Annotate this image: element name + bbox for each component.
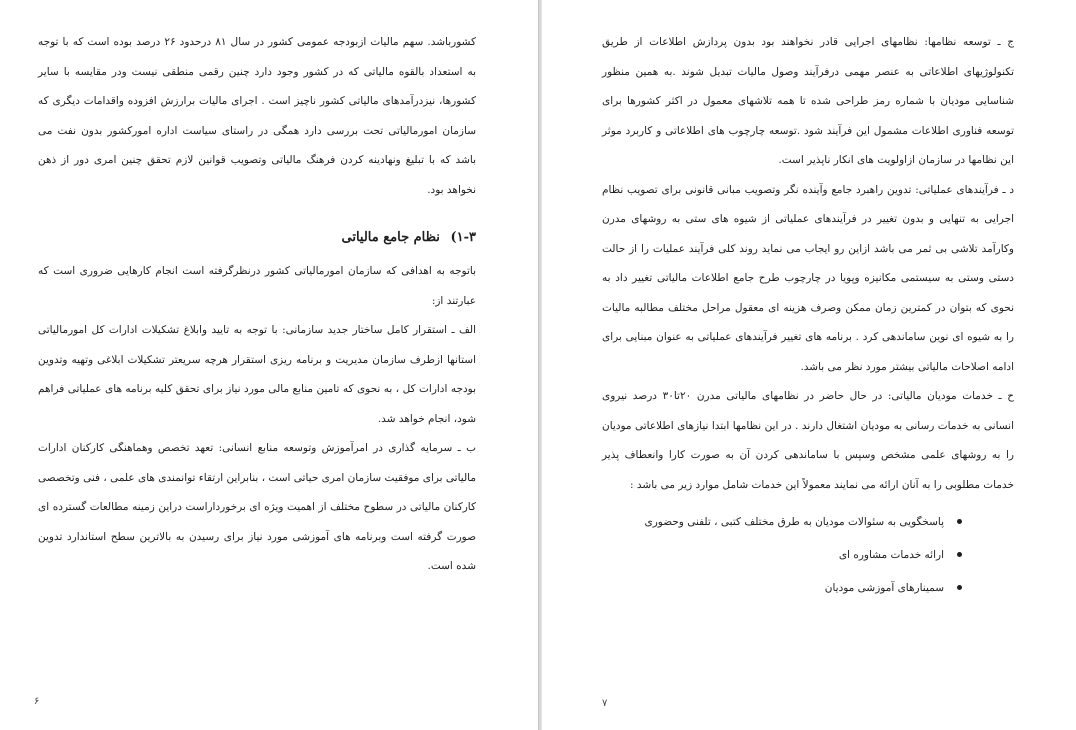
- services-list: [602, 506, 1014, 605]
- list-item: ارائه خدمات مشاوره ای: [602, 539, 1014, 572]
- bullet-icon: [957, 519, 962, 524]
- list-item: پاسخگویی به سئوالات مودیان به طرق مختلف کتبی ، تلفنی وحضوری: [602, 506, 1014, 539]
- bullet-icon: [957, 585, 962, 590]
- section-heading: [38, 225, 476, 251]
- section-number: ۱-۳): [450, 230, 476, 245]
- page-divider: [538, 0, 542, 730]
- intro-paragraph: کشورباشد. سهم مالیات ازبودجه عمومی کشور در سال ۸۱ درحدود ۲۶ درصد بوده است که با توجه به استعداد بالقوه مالیاتی که در کشور وجود دارد چنین رقمی منطقی نیست ودر مقایسه با سایر کشورها، نیزدرآمدهای مالیاتی کشور ناچیز است . اجرای مالیات برارزش افزوده واقدامات دیگری که سازمان امورمالیاتی تحت بررسی دارد همگی در راستای سیاست اداره امورکشور بدون نفت می باشد که با تبلیغ ونهادینه کردن فرهنگ مالیاتی وتصویب قوانین لازم تحقق چنین امری دور از ذهن نخواهد بود.: [38, 36, 477, 196]
- item-alef-paragraph: الف ـ استقرار کامل ساختار جدید سازمانی: با توجه به تایید وابلاغ تشکیلات ادارات کل امورمالیاتی استانها ازطرف سازمان مدیریت و برنامه ریزی استقرار هرچه سریعتر تشکیلات ابلاغی وتهیه وتدوین بودجه ادارات کل ، به نحوی که تامین منابع مالی مورد نیاز برای تحقق کلیه برنامه های عملیاتی فراهم شود، انجام خواهد شد.: [38, 324, 476, 425]
- item-dal-paragraph: د ـ فرآیندهای عملیاتی: تدوین راهبرد جامع وآینده نگر وتصویب مبانی قانونی برای تصویب نظام اجرایی به تنهایی و بدون تغییر در فرآیندهای عملیاتی از شیوه های ستی به روشهای مدرن وکارآمد تلاشی بی ثمر می باشد ازاین رو ایجاب می نماید روند کلی فرآیند عملیات را از حالت دستی وستی به سیستمی مکانیزه وپویا در چارچوب طرح جامع اطلاعات مالیاتی تغییر داد به نحوی که بتوان در کمترین زمان ممکن وصرف هزینه ای معقول مراحل مختلف مطالبه مالیات را به شیوه ای نوین ساماندهی کرد . برنامه های تغییر فرآیندهای عملیاتی به عنوان مبنایی برای ادامه اصلاحات مالیاتی بیشتر مورد نظر می باشد.: [602, 183, 1014, 373]
- page-number-right: ۷: [602, 698, 608, 709]
- left-page: [0, 0, 536, 730]
- bullet-icon: [957, 552, 962, 557]
- section-intro-paragraph: باتوجه به اهدافی که سازمان امورمالیاتی کشور درنظرگرفته است انجام کارهایی ضروری است که عبارتند از:: [38, 265, 476, 307]
- section-title: نظام جامع مالیاتی: [341, 230, 440, 245]
- item-be-paragraph: ب ـ سرمایه گذاری در امرآموزش وتوسعه منابع انسانی: تعهد تخصص وهماهنگی کارکنان ادارات مالیاتی برای موفقیت سازمان امری حیاتی است ، بنابراین ارتقاء توانمندی های علمی ، فنی وتخصصی کارکنان مالیاتی در سطوح مختلف از اهمیت ویژه ای برخورداراست دراین زمینه مطالعات گسترده ای صورت گرفته است وبرنامه های آموزشی مورد نیاز برای رسیدن به بالاترین سطح استاندارد تدوین شده است.: [38, 442, 476, 572]
- list-item: سمینارهای آموزشی مودیان: [602, 572, 1014, 605]
- page-number-left: ۶: [34, 696, 40, 707]
- right-page: [544, 0, 1076, 730]
- item-jim-paragraph: ج ـ توسعه نظامها: نظامهای اجرایی قادر نخواهند بود بدون پردازش اطلاعات از طریق تکنولوژیهای اطلاعاتی به عنصر مهمی درفرآیند وصول مالیات تبدیل شوند .به همین منظور شناسایی مودیان با شماره رمز طراحی شده تا همه تلاشهای معمول در اکثر کشورها برای توسعه فناوری اطلاعات مشمول این فرآیند شود .توسعه چارچوب های اطلاعاتی و کاربرد موثر این نظامها در سازمان ازاولویت های انکار ناپذیر است.: [602, 36, 1014, 166]
- item-he-paragraph: ح ـ خدمات مودیان مالیاتی: در حال حاضر در نظامهای مالیاتی مدرن ۲۰تا۳۰ درصد نیروی انسانی به خدمات رسانی به مودیان اشتغال دارند . در این نظامها ابتدا نیازهای اطلاعاتی مودیان را به روشهای علمی مشخص وسپس با ساماندهی کردن آن به صورت کارا وانعطاف پذیر خدمات مطلوبی را به آنان ارائه می نمایند معمولاً این خدمات شامل موارد زیر می باشد :: [602, 390, 1014, 491]
